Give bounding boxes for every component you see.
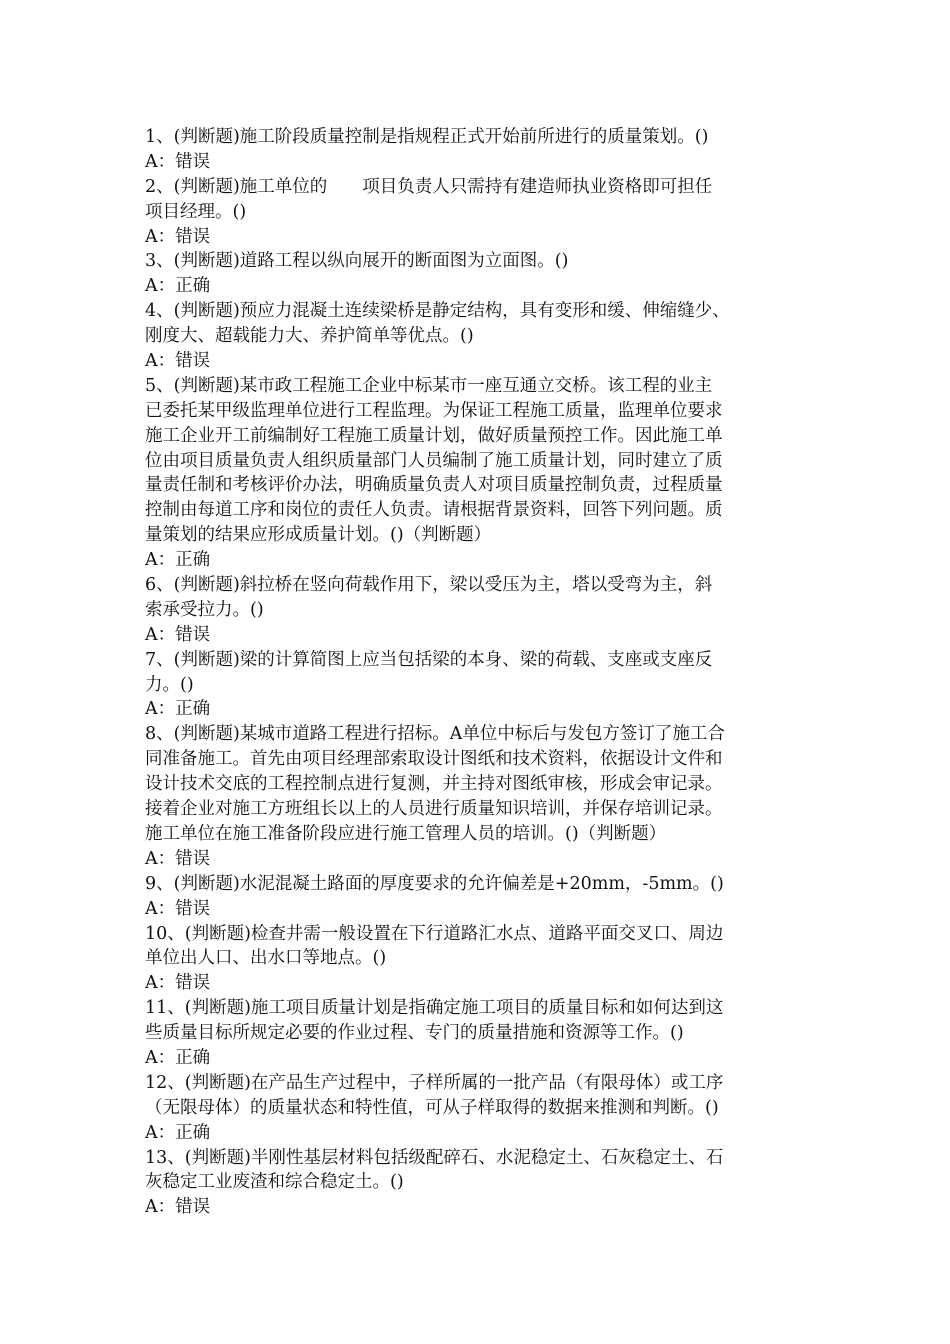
- question-line: 量策划的结果应形成质量计划。()（判断题）: [145, 525, 492, 546]
- question-line: 灰稳定工业废渣和综合稳定土。(): [145, 1172, 404, 1193]
- question-line: 6、(判断题)斜拉桥在竖向荷载作用下，梁以受压为主，塔以受弯为主，斜: [145, 575, 713, 596]
- answer-line: A：错误: [145, 624, 211, 645]
- question-line: 刚度大、超载能力大、养护简单等优点。(): [145, 326, 474, 347]
- question-line: 同准备施工。首先由项目经理部索取设计图纸和技术资料，依据设计文件和: [145, 749, 723, 770]
- question-line: 1、(判断题)施工阶段质量控制是指规程正式开始前所进行的质量策划。(): [145, 127, 709, 147]
- question-line: 7、(判断题)梁的计算简图上应当包括梁的本身、梁的荷载、支座或支座反: [145, 649, 713, 670]
- question-line: 13、(判断题)半刚性基层材料包括级配碎石、水泥稳定土、石灰稳定土、石: [145, 1147, 724, 1168]
- answer-line: A：正确: [145, 276, 211, 297]
- answer-line: A：错误: [145, 1197, 211, 1218]
- question-line: 些质量目标所规定必要的作业过程、专门的质量措施和资源等工作。(): [145, 1023, 684, 1044]
- question-line: 施工单位在施工准备阶段应进行施工管理人员的培训。()（判断题）: [145, 823, 667, 844]
- question-line: 2、(判断题)施工单位的 项目负责人只需持有建造师执业资格即可担任: [145, 176, 713, 197]
- answer-line: A：正确: [145, 1047, 211, 1068]
- question-line: 位由项目质量负责人组织质量部门人员编制了施工质量计划，同时建立了质: [145, 450, 723, 471]
- answer-line: A：错误: [145, 973, 211, 994]
- question-line: 项目经理。(): [145, 201, 247, 222]
- question-line: 单位出人口、出水口等地点。(): [145, 948, 387, 969]
- answer-line: A：错误: [145, 898, 211, 919]
- question-line: 量责任制和考核评价办法，明确质量负责人对项目质量控制负责，过程质量: [145, 475, 723, 496]
- question-line: 接着企业对施工方班组长以上的人员进行质量知识培训，并保存培训记录。: [145, 799, 723, 820]
- question-line: 3、(判断题)道路工程以纵向展开的断面图为立面图。(): [145, 251, 569, 272]
- question-line: （无限母体）的质量状态和特性值，可从子样取得的数据来推测和判断。(): [145, 1097, 719, 1118]
- question-line: 10、(判断题)检查井需一般设置在下行道路汇水点、道路平面交叉口、周边: [145, 923, 724, 944]
- answer-line: A：正确: [145, 699, 211, 720]
- question-line: 4、(判断题)预应力混凝土连续梁桥是静定结构，具有变形和缓、伸缩缝少、: [145, 301, 730, 322]
- question-line: 设计技术交底的工程控制点进行复测，并主持对图纸审核，形成会审记录。: [145, 774, 723, 795]
- question-line: 12、(判断题)在产品生产过程中，子样所属的一批产品（有限母体）或工序: [145, 1072, 724, 1093]
- question-line: 8、(判断题)某城市道路工程进行招标。A单位中标后与发包方签订了施工合: [145, 724, 725, 745]
- answer-line: A：正确: [145, 1122, 211, 1143]
- question-line: 施工企业开工前编制好工程施工质量计划，做好质量预控工作。因此施工单: [145, 425, 723, 446]
- question-line: 9、(判断题)水泥混凝土路面的厚度要求的允许偏差是+20mm，-5mm。(): [145, 873, 724, 894]
- question-line: 索承受拉力。(): [145, 599, 264, 620]
- document-page: [145, 125, 825, 1220]
- question-line: 控制由每道工序和岗位的责任人负责。请根据背景资料，回答下列问题。质: [145, 500, 723, 521]
- answer-line: A：错误: [145, 848, 211, 869]
- answer-line: A：错误: [145, 151, 211, 172]
- question-line: 力。(): [145, 674, 194, 695]
- question-line: 11、(判断题)施工项目质量计划是指确定施工项目的质量目标和如何达到这: [145, 998, 724, 1019]
- question-line: 5、(判断题)某市政工程施工企业中标某市一座互通立交桥。该工程的业主: [145, 375, 713, 396]
- question-line: 已委托某甲级监理单位进行工程监理。为保证工程施工质量，监理单位要求: [145, 400, 723, 421]
- answer-line: A：错误: [145, 226, 211, 247]
- answer-line: A：正确: [145, 550, 211, 571]
- answer-line: A：错误: [145, 351, 211, 372]
